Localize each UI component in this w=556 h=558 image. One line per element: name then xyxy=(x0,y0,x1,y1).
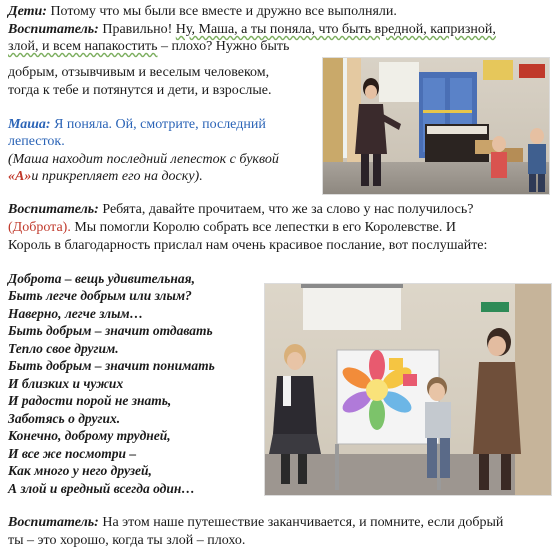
photo-music-hall-image xyxy=(323,58,549,194)
teacher-text-wavy-2: злой, и всем напакостить xyxy=(8,39,158,54)
teacher-text-b: – плохо? Нужно быть xyxy=(157,39,290,54)
teacher-line-4: тогда к тебе и потянутся и дети, и взрослые. xyxy=(8,83,272,98)
stage-direction-1: (Маша находит последний лепесток с буквой xyxy=(8,152,279,167)
teacher-line-2 xyxy=(8,38,289,55)
poem-line: Быть добрым – значит отдавать xyxy=(8,323,213,338)
poem-line: Доброта – вещь удивительная, xyxy=(8,271,195,286)
poem-line: И все же посмотри – xyxy=(8,446,137,461)
teacher2-line-2 xyxy=(8,219,456,236)
children-text: Потому что мы были все вместе и дружно все выполняли. xyxy=(46,4,397,19)
poem-line: Как много у него друзей, xyxy=(8,463,152,478)
teacher-line-3: добрым, отзывчивым и веселым человеком, xyxy=(8,65,270,80)
masha-line-2: лепесток. xyxy=(8,134,65,149)
speaker-teacher-3: Воспитатель: xyxy=(8,515,99,530)
teacher3-line-1 xyxy=(8,514,503,531)
poem-line: Тепло свое другим. xyxy=(8,341,119,356)
masha-text-1: Я поняла. Ой, смотрите, последний xyxy=(50,117,266,132)
photo-flower-board xyxy=(264,283,552,496)
speaker-masha: Маша: xyxy=(8,117,51,132)
letter-a: «А» xyxy=(8,169,32,184)
poem-line: Наверно, легче злым… xyxy=(8,306,144,321)
paragraph-children xyxy=(8,3,397,20)
stage-direction-2 xyxy=(8,168,203,185)
poem-line: И близких и чужих xyxy=(8,376,124,391)
teacher-line-1 xyxy=(8,21,496,38)
poem-line: Конечно, доброму трудней, xyxy=(8,428,171,443)
teacher2-text-1: Ребята, давайте прочитаем, что же за слово у нас получилось? xyxy=(98,202,474,217)
poem-line: А злой и вредный всегда один… xyxy=(8,481,195,496)
poem-line: Быть легче добрым или злым? xyxy=(8,288,192,303)
word-dobrota: (Доброта). xyxy=(8,220,71,235)
stage-direction-2-text: и прикрепляет его на доску). xyxy=(31,169,203,184)
photo-flower-board-image xyxy=(265,284,551,495)
poem-line: И радости порой не знать, xyxy=(8,393,172,408)
speaker-children: Дети: xyxy=(8,4,47,19)
poem-line: Быть добрым – значит понимать xyxy=(8,358,215,373)
teacher2-line-1 xyxy=(8,201,473,218)
teacher3-line-2: ты – это хорошо, когда ты злой – плохо. xyxy=(8,533,246,548)
teacher3-text-1: На этом наше путешествие заканчивается, и помните, если добрый xyxy=(98,515,504,530)
speaker-teacher: Воспитатель: xyxy=(8,22,99,37)
teacher2-line-3: Король в благодарность прислал нам очень красивое послание, вот послушайте: xyxy=(8,238,488,253)
poem-line: Заботясь о других. xyxy=(8,411,121,426)
speaker-teacher-2: Воспитатель: xyxy=(8,202,99,217)
teacher-text-a: Правильно! xyxy=(98,22,176,37)
masha-line-1 xyxy=(8,116,266,133)
teacher-text-wavy: Ну, Маша, а ты поняла, что быть вредной, капризной, xyxy=(175,22,496,37)
photo-music-hall xyxy=(322,57,550,195)
teacher2-text-2: Мы помогли Королю собрать все лепестки в его Королевстве. И xyxy=(70,220,456,235)
